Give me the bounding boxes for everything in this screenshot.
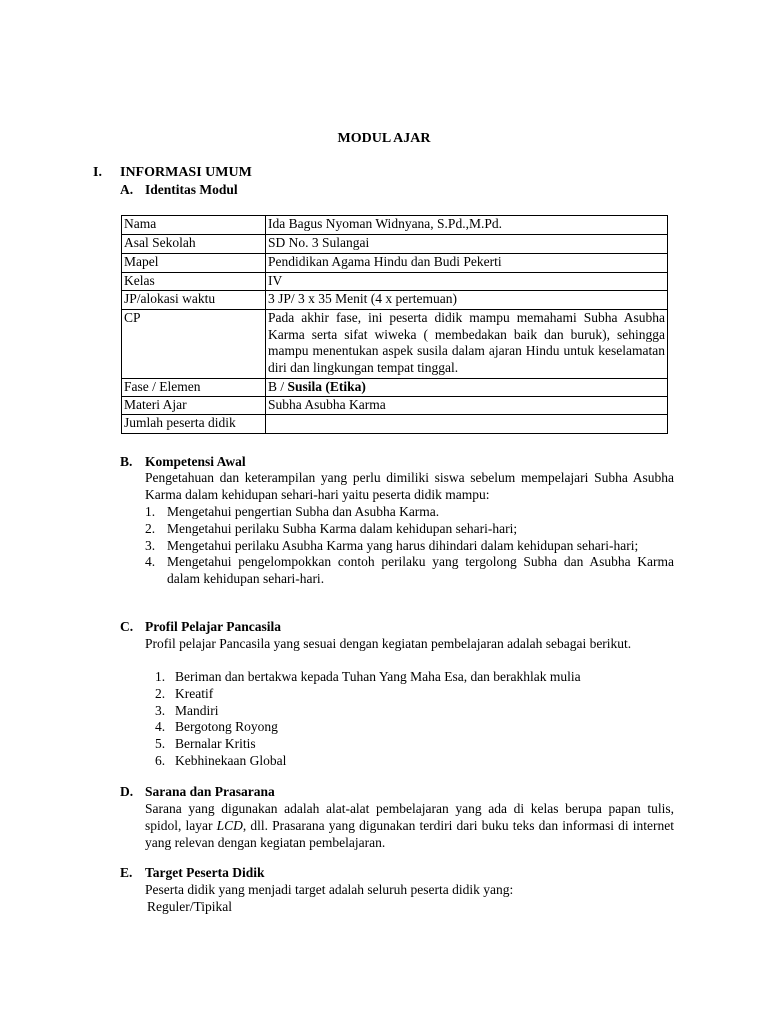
- subsection-b-letter: B.: [120, 454, 133, 469]
- list-text: Bernalar Kritis: [175, 736, 256, 752]
- table-key: Fase / Elemen: [122, 379, 266, 397]
- list-number: 2.: [155, 685, 166, 701]
- kompetensi-list: [145, 504, 674, 588]
- sarana-text: , dll. Prasarana yang digunakan terdiri dari buku teks dan informasi di internet yang relevan dengan kegiatan pembelajaran.: [145, 817, 674, 850]
- subsection-d-title: Sarana dan Prasarana: [145, 784, 275, 799]
- subsection-b-title: Kompetensi Awal: [145, 454, 246, 469]
- list-text: Bergotong Royong: [175, 719, 278, 735]
- table-row: [122, 291, 668, 310]
- table-key: CP: [122, 310, 266, 379]
- identity-table: [121, 215, 668, 434]
- table-value: Ida Bagus Nyoman Widnyana, S.Pd.,M.Pd.: [266, 216, 668, 235]
- subsection-c-letter: C.: [120, 619, 134, 634]
- table-row: [122, 216, 668, 235]
- table-row: [122, 273, 668, 291]
- list-item: [155, 703, 674, 720]
- list-text: Beriman dan bertakwa kepada Tuhan Yang Maha Esa, dan berakhlak mulia: [175, 669, 581, 684]
- table-value: IV: [266, 273, 668, 291]
- table-value: [266, 379, 668, 397]
- list-number: 2.: [145, 520, 156, 536]
- list-item: [155, 719, 674, 736]
- table-key: Nama: [122, 216, 266, 235]
- list-number: 1.: [145, 504, 156, 519]
- list-number: 4.: [155, 719, 166, 735]
- list-item: [155, 753, 674, 770]
- subsection-e-title: Target Peserta Didik: [145, 865, 265, 880]
- table-value-bold: Susila (Etika): [287, 379, 366, 394]
- list-item: [155, 669, 674, 686]
- table-row: [122, 397, 668, 415]
- table-key: Jumlah peserta didik: [122, 415, 266, 434]
- table-row: [122, 235, 668, 254]
- table-key: JP/alokasi waktu: [122, 291, 266, 310]
- list-number: 1.: [155, 669, 166, 684]
- target-intro: Peserta didik yang menjadi target adalah seluruh peserta didik yang:: [145, 882, 514, 897]
- list-item: [145, 504, 674, 521]
- list-text: Kreatif: [175, 685, 214, 701]
- list-item: [155, 686, 674, 703]
- profil-list: [155, 669, 674, 770]
- list-item: [155, 736, 674, 753]
- target-type: Reguler/Tipikal: [147, 899, 233, 914]
- list-number: 4.: [145, 554, 156, 570]
- list-item: [145, 521, 674, 538]
- table-key: Materi Ajar: [122, 397, 266, 415]
- list-number: 3.: [145, 537, 156, 553]
- subsection-e-letter: E.: [120, 865, 133, 880]
- list-item: [145, 538, 674, 555]
- table-value: Pendidikan Agama Hindu dan Budi Pekerti: [266, 254, 668, 273]
- list-number: 6.: [155, 752, 166, 768]
- list-text: Mengetahui pengelompokkan contoh perilaku yang tergolong Subha dan Asubha Karma dalam kehidupan sehari-hari.: [167, 554, 674, 587]
- list-text: Mengetahui perilaku Asubha Karma yang harus dihindari dalam kehidupan sehari-hari;: [167, 537, 639, 553]
- table-value: 3 JP/ 3 x 35 Menit (4 x pertemuan): [266, 291, 668, 310]
- subsection-d-letter: D.: [120, 784, 134, 799]
- table-key: Mapel: [122, 254, 266, 273]
- section-title: INFORMASI UMUM: [120, 165, 252, 180]
- subsection-a-title: Identitas Modul: [145, 182, 238, 197]
- list-text: Mandiri: [175, 702, 219, 718]
- list-number: 5.: [155, 736, 166, 752]
- table-value-prefix: B /: [268, 379, 288, 394]
- table-row: [122, 379, 668, 397]
- list-text: Mengetahui pengertian Subha dan Asubha Karma.: [167, 504, 440, 519]
- subsection-c-title: Profil Pelajar Pancasila: [145, 619, 281, 634]
- table-row: [122, 254, 668, 273]
- table-key: Kelas: [122, 273, 266, 291]
- sarana-paragraph: [145, 801, 674, 851]
- table-row: [122, 415, 668, 434]
- subsection-a-letter: A.: [120, 182, 134, 197]
- sarana-text: Sarana yang digunakan adalah alat-alat pembelajaran yang ada di kelas berupa papan tulis, spidol, layar: [145, 801, 674, 833]
- section-number: I.: [93, 165, 102, 180]
- sarana-italic-term: LCD: [216, 817, 243, 833]
- table-value: [266, 415, 668, 434]
- table-value: Pada akhir fase, ini peserta didik mampu memahami Subha Asubha Karma serta sifat wiweka ( membedakan baik dan buruk), sehingga mampu menentukan aspek susila dalam ajaran Hindu untuk keselamatan diri dan lingkungan tempat tinggal.: [266, 310, 668, 379]
- list-number: 3.: [155, 702, 166, 718]
- table-value: SD No. 3 Sulangai: [266, 235, 668, 254]
- list-text: Mengetahui perilaku Subha Karma dalam kehidupan sehari-hari;: [167, 520, 518, 536]
- table-row: [122, 310, 668, 379]
- kompetensi-intro: Pengetahuan dan keterampilan yang perlu dimiliki siswa sebelum mempelajari Subha Asubha Karma dalam kehidupan sehari-hari yaitu peserta didik mampu:: [145, 470, 674, 502]
- list-text: Kebhinekaan Global: [175, 752, 287, 768]
- table-key: Asal Sekolah: [122, 235, 266, 254]
- list-item: [145, 554, 674, 588]
- table-value: Subha Asubha Karma: [266, 397, 668, 415]
- document-title: MODUL AJAR: [337, 131, 431, 146]
- profil-intro: Profil pelajar Pancasila yang sesuai dengan kegiatan pembelajaran adalah sebagai berikut.: [145, 636, 632, 651]
